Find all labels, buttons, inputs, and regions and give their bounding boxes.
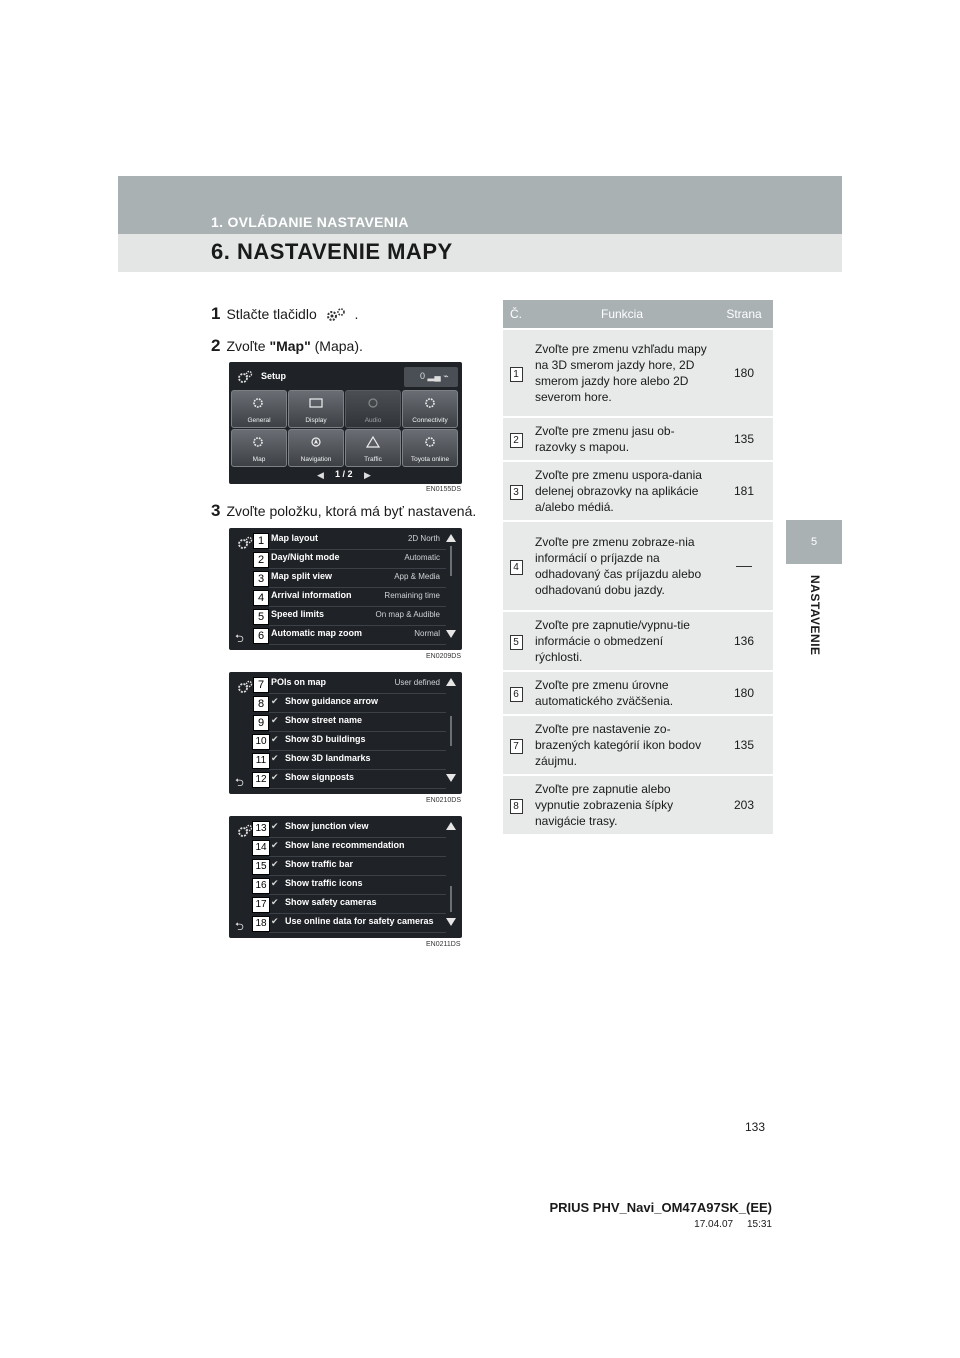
callout-number: 6	[253, 628, 269, 644]
setting-row-junction-view[interactable]	[269, 818, 446, 838]
table-cell-no	[503, 776, 529, 834]
tile-connectivity[interactable]	[402, 390, 458, 428]
chapter-label: NASTAVENIE	[808, 575, 822, 656]
row-number: 1	[510, 367, 523, 382]
callout-number: 13	[252, 821, 270, 837]
step-text: Stlačte tlačidlo	[226, 306, 317, 322]
setting-value: Normal	[414, 629, 440, 638]
callout-number: 1	[253, 533, 269, 549]
callout-number: 9	[253, 715, 269, 731]
step-text: Zvoľte	[226, 338, 266, 354]
scroll-down-icon[interactable]	[446, 630, 456, 638]
setting-label: Show safety cameras	[285, 897, 377, 907]
step-1	[211, 304, 358, 324]
image-code: EN0210DS	[426, 797, 462, 804]
table-cell-page: 135	[715, 418, 773, 460]
setting-row-guidance-arrow[interactable]	[269, 693, 446, 713]
setting-value: App & Media	[394, 572, 440, 581]
setup-title: Setup	[261, 371, 287, 381]
row-number: 3	[510, 485, 523, 500]
checkmark-icon: ✔	[271, 878, 279, 888]
setting-row-map-layout[interactable]	[269, 530, 446, 550]
callout-number: 17	[252, 897, 270, 913]
checkmark-icon: ✔	[271, 897, 279, 907]
setting-label: Show 3D buildings	[285, 734, 366, 744]
back-arrow-icon[interactable]: ⮌	[235, 921, 244, 933]
next-page-arrow-icon[interactable]: ▶	[364, 470, 371, 480]
setting-row-day-night[interactable]	[269, 549, 446, 569]
tile-display[interactable]	[288, 390, 344, 428]
step-text-end: .	[354, 306, 359, 322]
table-row	[503, 672, 773, 714]
image-code: EN0209DS	[426, 653, 462, 660]
online-icon	[423, 436, 437, 448]
scrollbar[interactable]	[450, 546, 452, 576]
tile-label: Toyota online	[410, 456, 450, 463]
callout-number: 2	[253, 552, 269, 568]
table-row	[503, 776, 773, 834]
table-cell-no	[503, 612, 529, 670]
step-number: 3	[211, 501, 221, 520]
setup-gear-icon	[237, 536, 253, 550]
tile-label: Map	[252, 456, 266, 463]
table-cell-function: Zvoľte pre zmenu jasu ob-razovky s mapou.	[529, 418, 715, 460]
setting-label: Show street name	[285, 715, 363, 725]
setting-value: On map & Audible	[375, 610, 440, 619]
tile-label: Display	[305, 417, 327, 424]
tile-label: Connectivity	[412, 417, 448, 424]
step-3	[211, 501, 476, 521]
callout-number: 4	[253, 590, 269, 606]
scroll-up-icon[interactable]	[446, 678, 456, 686]
setting-label: Show signposts	[285, 772, 355, 782]
navigation-icon	[309, 436, 323, 448]
table-cell-no	[503, 418, 529, 460]
setting-label: Show traffic bar	[285, 859, 354, 869]
setting-value: Remaining time	[384, 591, 440, 600]
tile-label: Traffic	[364, 456, 382, 463]
table-cell-page: 135	[715, 716, 773, 774]
column-header-function: Funkcia	[529, 300, 715, 328]
setting-value: 2D North	[407, 534, 440, 543]
step-number: 2	[211, 336, 221, 355]
chapter-number-tab: 5	[786, 520, 842, 564]
setting-row-traffic-icons[interactable]	[269, 875, 446, 895]
table-row	[503, 330, 773, 416]
setting-row-safety-cameras[interactable]	[269, 894, 446, 914]
back-arrow-icon[interactable]: ⮌	[235, 777, 244, 789]
tile-navigation[interactable]	[288, 429, 344, 467]
checkmark-icon: ✔	[271, 753, 279, 763]
table-row	[503, 716, 773, 774]
setting-label: Show lane recommendation	[285, 840, 405, 850]
checkmark-icon: ✔	[271, 821, 279, 831]
setting-row-lane-recommendation[interactable]	[269, 837, 446, 857]
table-cell-no	[503, 330, 529, 416]
setting-value: Automatic	[404, 553, 440, 562]
callout-number: 5	[253, 609, 269, 625]
setup-screen	[229, 362, 462, 484]
setting-value: User defined	[394, 678, 440, 687]
callout-number: 14	[252, 840, 270, 856]
setting-row-3d-buildings[interactable]	[269, 731, 446, 751]
row-number: 7	[510, 739, 523, 754]
setting-row-signposts[interactable]	[269, 769, 446, 789]
setup-gear-icon	[325, 308, 347, 322]
display-icon	[309, 397, 323, 409]
table-cell-page: 181	[715, 462, 773, 520]
status-indicator: 0 ▂▄ ⌁	[420, 371, 449, 381]
table-cell-page	[715, 522, 773, 610]
column-header-no: Č.	[503, 300, 529, 328]
setting-label: Show junction view	[285, 821, 369, 831]
prev-page-arrow-icon[interactable]: ◀	[317, 470, 324, 480]
no-page-dash	[736, 566, 752, 567]
table-cell-page: 180	[715, 672, 773, 714]
setting-row-online-safety-cameras[interactable]	[269, 913, 446, 933]
setting-label: Show 3D landmarks	[285, 753, 371, 763]
tile-traffic[interactable]	[345, 429, 401, 467]
table-cell-no	[503, 462, 529, 520]
tile-label: General	[247, 417, 271, 424]
map-gear-icon	[252, 436, 266, 448]
table-cell-function: Zvoľte pre zapnutie alebo vypnutie zobrazenia šípky navigácie trasy.	[529, 776, 715, 834]
back-arrow-icon[interactable]: ⮌	[235, 633, 244, 645]
status-area	[404, 367, 458, 387]
table-row	[503, 418, 773, 460]
audio-icon	[366, 397, 380, 409]
step-text: Zvoľte položku, ktorá má byť nastavená.	[226, 503, 477, 519]
print-date: 17.04.07 15:31	[694, 1219, 772, 1230]
callout-number: 16	[252, 878, 270, 894]
tile-label: Audio	[364, 417, 382, 424]
row-number: 2	[510, 433, 523, 448]
document-code: PRIUS PHV_Navi_OM47A97SK_(EE)	[549, 1200, 772, 1215]
checkmark-icon: ✔	[271, 772, 279, 782]
scroll-up-icon[interactable]	[446, 534, 456, 542]
checkmark-icon: ✔	[271, 715, 279, 725]
row-number: 6	[510, 687, 523, 702]
callout-number: 7	[253, 677, 269, 693]
image-code: EN0211DS	[426, 941, 461, 948]
setting-label: Speed limits	[271, 609, 325, 619]
callout-number: 11	[252, 753, 270, 769]
checkmark-icon: ✔	[271, 916, 279, 926]
row-number: 8	[510, 799, 523, 814]
column-header-page: Strana	[715, 300, 773, 328]
table-cell-function: Zvoľte pre zmenu úrovne automatického zväčšenia.	[529, 672, 715, 714]
page-number: 133	[745, 1120, 766, 1134]
setup-gear-icon	[237, 824, 253, 838]
setting-row-arrival-info[interactable]	[269, 587, 446, 607]
map-settings-screen-2	[229, 672, 462, 794]
setting-label: Arrival information	[271, 590, 352, 600]
step-keyword: "Map"	[269, 338, 311, 354]
table-cell-no	[503, 522, 529, 610]
tile-map[interactable]	[231, 429, 287, 467]
connectivity-icon	[423, 397, 437, 409]
table-cell-no	[503, 672, 529, 714]
table-row	[503, 612, 773, 670]
table-cell-no	[503, 716, 529, 774]
table-row	[503, 522, 773, 610]
setting-label: Map layout	[271, 533, 319, 543]
checkmark-icon: ✔	[271, 696, 279, 706]
setting-row-split-view[interactable]	[269, 568, 446, 588]
scroll-down-icon[interactable]	[446, 774, 456, 782]
setting-row-pois[interactable]	[269, 674, 446, 694]
table-cell-page: 180	[715, 330, 773, 416]
table-cell-function: Zvoľte pre zmenu uspora-dania delenej obrazovky na aplikácie a/alebo médiá.	[529, 462, 715, 520]
map-settings-screen-3	[229, 816, 462, 938]
callout-number: 18	[252, 916, 270, 932]
callout-number: 3	[253, 571, 269, 587]
scrollbar[interactable]	[450, 886, 452, 912]
step-number: 1	[211, 304, 221, 323]
pager: 1 / 2	[335, 469, 353, 479]
setting-row-traffic-bar[interactable]	[269, 856, 446, 876]
checkmark-icon: ✔	[271, 859, 279, 869]
setting-label: Use online data for safety cameras	[285, 916, 434, 926]
callout-number: 15	[252, 859, 270, 875]
table-header-row	[503, 300, 773, 328]
scrollbar[interactable]	[450, 716, 452, 746]
setting-row-auto-zoom[interactable]	[269, 625, 446, 645]
setting-label: Day/Night mode	[271, 552, 340, 562]
map-settings-screen-1	[229, 528, 462, 650]
function-table	[503, 298, 773, 836]
tile-audio[interactable]	[345, 390, 401, 428]
callout-number: 8	[253, 696, 269, 712]
section-title: 1. OVLÁDANIE NASTAVENIA	[211, 214, 409, 230]
tile-toyota-online[interactable]	[402, 429, 458, 467]
setup-gear-icon	[237, 680, 253, 694]
row-number: 4	[510, 560, 523, 575]
page-title: 6. NASTAVENIE MAPY	[211, 239, 453, 264]
scroll-up-icon[interactable]	[446, 822, 456, 830]
traffic-warning-icon	[366, 436, 380, 448]
setting-label: Automatic map zoom	[271, 628, 363, 638]
table-cell-function: Zvoľte pre nastavenie zo-brazených kategórií ikon bodov záujmu.	[529, 716, 715, 774]
scroll-down-icon[interactable]	[446, 918, 456, 926]
row-number: 5	[510, 635, 523, 650]
setting-row-street-name[interactable]	[269, 712, 446, 732]
table-cell-function: Zvoľte pre zmenu vzhľadu mapy na 3D smerom jazdy hore, 2D smerom jazdy hore alebo 2D severom hore.	[529, 330, 715, 416]
image-code: EN0155DS	[426, 486, 462, 493]
table-cell-page: 203	[715, 776, 773, 834]
table-row	[503, 462, 773, 520]
setting-row-3d-landmarks[interactable]	[269, 750, 446, 770]
setting-row-speed-limits[interactable]	[269, 606, 446, 626]
setup-gear-icon	[237, 370, 253, 384]
table-cell-function: Zvoľte pre zmenu zobraze-nia informácií o príjazde na odhadovaný čas príjazdu alebo odhadovanú dobu jazdy.	[529, 522, 715, 610]
step-text-end: (Mapa).	[314, 338, 363, 354]
setting-label: POIs on map	[271, 677, 327, 687]
tile-label: Navigation	[300, 456, 332, 463]
tile-general[interactable]	[231, 390, 287, 428]
setting-label: Show traffic icons	[285, 878, 363, 888]
callout-number: 12	[252, 772, 270, 788]
step-2	[211, 336, 363, 356]
checkmark-icon: ✔	[271, 734, 279, 744]
table-cell-function: Zvoľte pre zapnutie/vypnu-tie informácie o obmedzení rýchlosti.	[529, 612, 715, 670]
gear-icon	[252, 397, 266, 409]
table-cell-page: 136	[715, 612, 773, 670]
setting-label: Map split view	[271, 571, 333, 581]
callout-number: 10	[252, 734, 270, 750]
checkmark-icon: ✔	[271, 840, 279, 850]
setting-label: Show guidance arrow	[285, 696, 379, 706]
